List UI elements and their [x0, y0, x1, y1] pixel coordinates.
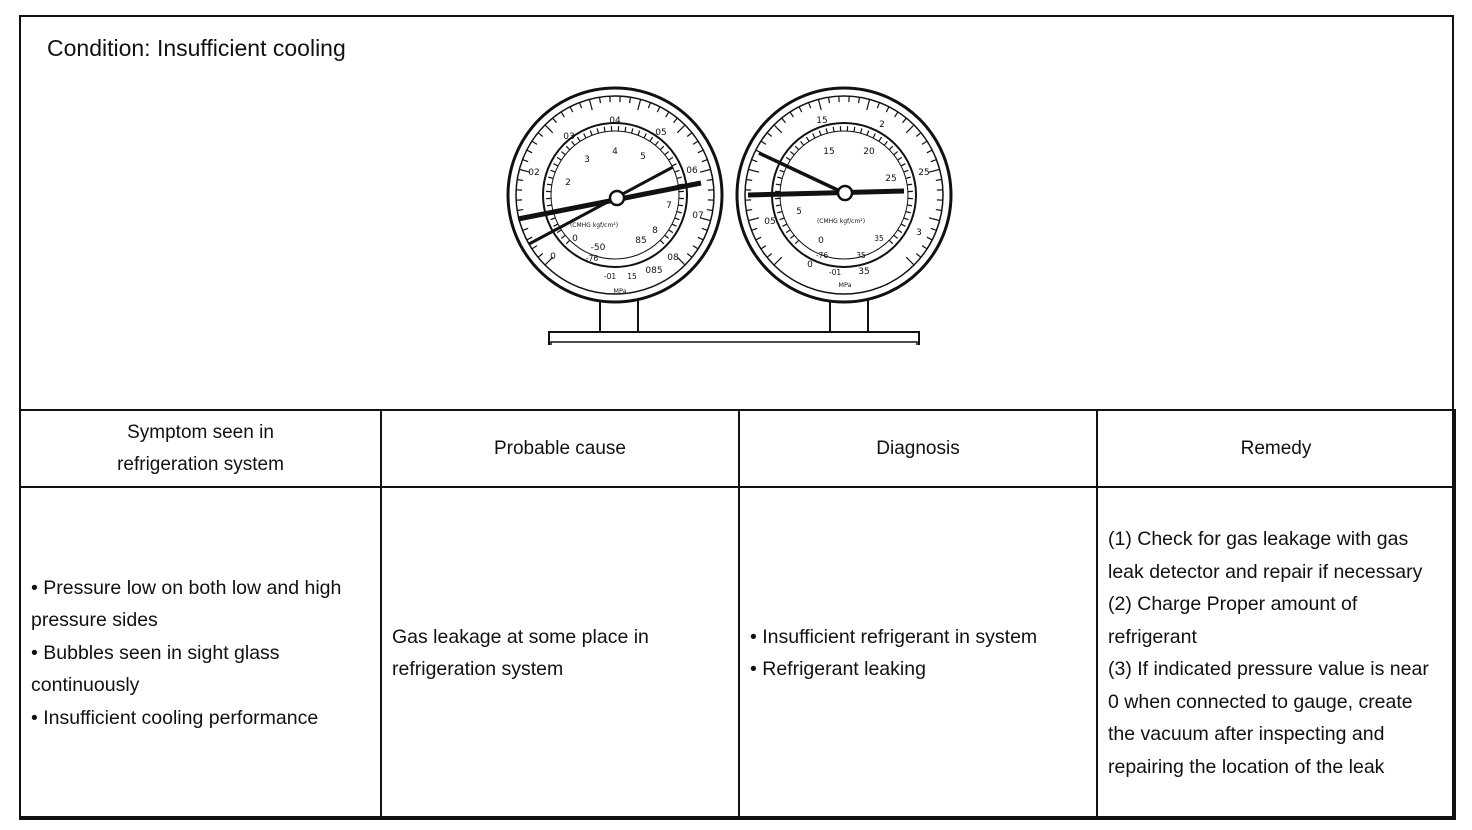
- diagnosis-item: • Refrigerant leaking: [750, 658, 926, 680]
- high-outer-label: 3: [916, 228, 922, 238]
- low-bottom-label: 15: [627, 272, 637, 281]
- low-bottom-label: -76: [585, 254, 599, 263]
- high-needle-hub: [838, 186, 852, 200]
- low-inner-label: 7: [666, 201, 672, 211]
- gauge-tick: [547, 184, 552, 185]
- high-inner-label: 5: [796, 207, 802, 217]
- gauge-tick: [776, 205, 781, 206]
- gauge-tick: [907, 205, 912, 206]
- header-symptom-line1: Symptom seen in: [127, 421, 274, 443]
- low-outer-label: 085: [645, 266, 663, 276]
- low-gauge-stem: [600, 299, 638, 332]
- gauge-tick: [547, 205, 552, 206]
- condition-title: Condition: Insufficient cooling: [47, 35, 346, 61]
- header-remedy: Remedy: [1097, 410, 1455, 487]
- remedy-item: (3) If indicated pressure value is near 0 when connected to gauge, create the vacuum after inspecting and repairing the location of the leak: [1108, 658, 1429, 778]
- symptom-item: • Insufficient cooling performance: [31, 706, 319, 729]
- low-inner-label: 8: [652, 226, 658, 236]
- low-bottom-label: -01: [603, 272, 617, 281]
- troubleshooting-sheet: [19, 15, 1454, 818]
- cause-cell: [381, 487, 739, 819]
- low-outer-label: 03: [563, 132, 575, 142]
- low-outer-label: 05: [655, 128, 667, 138]
- manifold-gauge-illustration: [21, 17, 1452, 410]
- table-header-row: [20, 410, 1455, 487]
- manifold-gauge-figure: [21, 17, 1452, 410]
- low-inner-label: -50: [590, 243, 606, 253]
- gauge-tick: [907, 184, 912, 185]
- low-pressure-gauge: [508, 88, 722, 302]
- remedy-item: (2) Charge Proper amount of refrigerant: [1108, 593, 1358, 648]
- symptom-cell: [20, 487, 381, 819]
- remedy-cell: [1097, 487, 1455, 819]
- high-pressure-gauge: [737, 88, 951, 302]
- high-inner-label: 15: [823, 147, 835, 157]
- high-bottom-label: -76: [815, 251, 829, 260]
- high-inner-label: 25: [885, 174, 897, 184]
- gauge-tick: [776, 184, 781, 185]
- remedy-item: (1) Check for gas leakage with gas leak detector and repair if necessary: [1108, 528, 1423, 583]
- high-outer-label: 15: [816, 116, 828, 126]
- low-inner-label: 5: [640, 152, 646, 162]
- low-outer-label: 06: [686, 166, 698, 176]
- gauge-tick: [854, 127, 855, 132]
- high-outer-label: 2: [879, 120, 885, 130]
- high-outer-label: 05: [764, 217, 776, 227]
- header-symptom-line2: refrigeration system: [117, 453, 284, 475]
- diagnosis-item: • Insufficient refrigerant in system: [750, 625, 1038, 648]
- gauge-tick: [678, 205, 683, 206]
- header-symptom: [20, 410, 381, 487]
- low-inner-label: 4: [612, 147, 618, 157]
- low-unit-outer: MPa: [613, 287, 627, 295]
- low-inner-label: 85: [635, 236, 647, 246]
- low-needle-hub: [610, 191, 624, 205]
- troubleshooting-table: [19, 409, 1456, 820]
- manifold-bar-inner: [551, 342, 917, 345]
- low-outer-label: 0: [550, 252, 556, 262]
- high-unit-inner: (CMHG kgf/cm²): [816, 218, 866, 225]
- high-inner-label: 0: [818, 236, 824, 246]
- header-diagnosis: Diagnosis: [739, 410, 1097, 487]
- diagnosis-cell: [739, 487, 1097, 819]
- high-outer-label: 35: [858, 267, 870, 277]
- high-bottom-label: 35: [856, 251, 866, 260]
- high-bottom-label: -01: [828, 268, 842, 277]
- high-bottom-label: 35: [874, 234, 884, 243]
- table-row: [20, 487, 1455, 819]
- manifold-bar: [549, 332, 919, 345]
- gauge-tick: [625, 127, 626, 132]
- symptom-item: • Pressure low on both low and high pressure sides: [31, 576, 342, 632]
- low-inner-label: 2: [565, 178, 571, 188]
- high-gauge-stem: [830, 299, 868, 332]
- low-outer-label: 08: [667, 253, 679, 263]
- low-unit-inner: (CMHG kgf/cm²): [569, 222, 619, 229]
- symptom-item: • Bubbles seen in sight glass continuously: [31, 641, 280, 697]
- high-unit-outer: MPa: [838, 281, 852, 289]
- low-inner-label: 3: [584, 155, 590, 165]
- low-inner-label: 0: [572, 234, 578, 244]
- low-outer-label: 02: [528, 168, 540, 178]
- high-outer-label: 25: [918, 168, 930, 178]
- gauge-tick: [604, 127, 605, 132]
- high-inner-label: 20: [863, 147, 875, 157]
- low-outer-label: 04: [609, 116, 621, 126]
- high-outer-label: 0: [807, 260, 813, 270]
- gauge-tick: [833, 127, 834, 132]
- header-probable-cause: Probable cause: [381, 410, 739, 487]
- cause-text: Gas leakage at some place in refrigeration system: [392, 625, 649, 680]
- low-outer-label: 07: [692, 211, 704, 221]
